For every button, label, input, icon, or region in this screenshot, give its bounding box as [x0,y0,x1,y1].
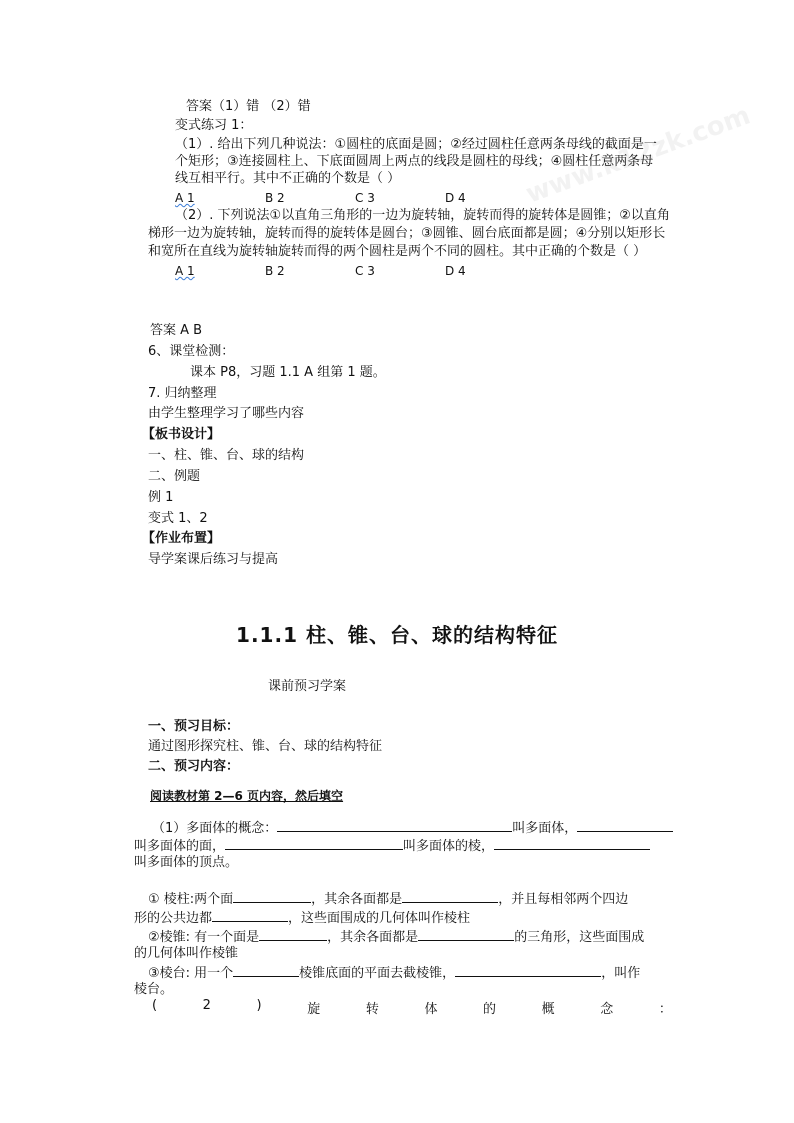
rotation-char: ( [152,998,158,1013]
q1-option-c: C 3 [355,191,375,205]
watermark: www.k12zk.com [521,100,755,210]
blank-field[interactable] [418,927,514,941]
prism-text-a: ① 棱柱:两个面 [148,892,234,907]
frustum-line-2: 棱台。 [134,982,174,997]
rotation-char: ： [658,1002,672,1017]
polyhedron-line-1 [152,818,673,837]
board-design-heading: 【板书设计】 [142,427,221,442]
prism-line-2 [134,908,470,927]
pyramid-text-b: ，其余各面都是 [327,930,419,945]
rotation-char: 转 [365,1002,379,1017]
q1-option-a: A 1 [175,191,195,205]
blank-field[interactable] [259,927,327,941]
goal-heading: 一、预习目标： [148,719,240,734]
polyhedron-text-d: 叫多面体的棱， [403,839,495,854]
board-item-1: 一、柱、锥、台、球的结构 [148,448,305,463]
frustum-text-b: 棱锥底面的平面去截棱锥， [299,966,456,981]
blank-field[interactable] [233,963,299,977]
q2-option-a: A 1 [175,264,195,278]
section-7-detail: 由学生整理学习了哪些内容 [148,406,305,421]
q1-option-d: D 4 [445,191,466,205]
prism-text-e: ，这些面围成的几何体叫作棱柱 [288,911,471,926]
rotation-char: ) [256,998,262,1013]
polyhedron-text-c: 叫多面体的面， [134,839,226,854]
prism-text-c: ，并且每相邻两个四边 [498,892,629,907]
blank-field[interactable] [277,818,512,832]
q2-line-2: 梯形一边为旋转轴，旋转而得的旋转体是圆台；③圆锥、圆台底面都是圆；④分别以矩形长 [148,226,666,241]
q1-options [175,190,466,207]
q1-option-b: B 2 [265,191,285,205]
q1-line-2: 个矩形；③连接圆柱上、下底面圆周上两点的线段是圆柱的母线；④圆柱任意两条母 [175,154,654,169]
board-item-2: 二、例题 [148,469,201,484]
rotation-char: 2 [202,998,211,1013]
blank-field[interactable] [402,889,498,903]
polyhedron-label: （1）多面体的概念： [152,821,278,836]
polyhedron-line-3: 叫多面体的顶点。 [134,855,239,870]
answer-line-1: 答案（1）错 （2）错 [186,99,311,114]
blank-field[interactable] [225,836,403,850]
section-7-heading: 7. 归纳整理 [148,386,217,401]
homework-text: 导学案课后练习与提高 [148,552,279,567]
blank-field[interactable] [233,889,311,903]
q2-line-3: 和宽所在直线为旋转轴旋转而得的两个圆柱是两个不同的圆柱。其中正确的个数是（ ） [148,244,647,259]
rotation-char: 念 [600,1002,614,1017]
frustum-text-c: ，叫作 [601,966,641,981]
frustum-line-1 [148,963,640,982]
prism-text-b: ，其余各面都是 [311,892,403,907]
blank-field[interactable] [212,908,288,922]
q2-option-c: C 3 [355,264,375,278]
section-subtitle: 课前预习学案 [268,679,347,694]
blank-field[interactable] [494,836,650,850]
polyhedron-line-2 [134,836,650,855]
rotation-char: 体 [424,1002,438,1017]
q1-line-3: 线互相平行。其中不正确的个数是（ ） [175,171,401,186]
pyramid-text-a: ②棱锥: 有一个面是 [148,930,260,945]
rotation-char: 的 [483,1002,497,1017]
q2-line-1: （2）. 下列说法①以直角三角形的一边为旋转轴，旋转而得的旋转体是圆锥；②以直角 [175,208,670,223]
board-item-4: 变式 1、2 [148,511,208,526]
blank-field[interactable] [577,818,673,832]
pyramid-line-1 [148,927,644,946]
q2-option-b: B 2 [265,264,285,278]
section-title: 1.1.1 柱、锥、台、球的结构特征 [236,623,558,647]
content-heading: 二、预习内容： [148,759,240,774]
q2-options [175,263,466,280]
pyramid-text-c: 的三角形，这些面围成 [514,930,645,945]
rotation-char: 概 [541,1002,555,1017]
prism-text-d: 形的公共边都 [134,911,213,926]
q1-line-1: （1）. 给出下列几种说法：①圆柱的底面是圆；②经过圆柱任意两条母线的截面是一 [175,137,657,152]
section-6-detail: 课本 P8，习题 1.1 A 组第 1 题。 [190,365,386,380]
variant-heading: 变式练习 1： [175,118,253,133]
pyramid-line-2: 的几何体叫作棱锥 [134,946,239,961]
polyhedron-text-b: 叫多面体， [512,821,578,836]
frustum-text-a: ③棱台: 用一个 [148,966,234,981]
read-instruction: 阅读教材第 2—6 页内容，然后填空 [150,789,344,803]
blank-field[interactable] [455,963,601,977]
board-item-3: 例 1 [148,490,174,505]
goal-text: 通过图形探究柱、锥、台、球的结构特征 [148,739,383,754]
q2-option-d: D 4 [445,264,466,278]
prism-line-1 [148,889,628,908]
homework-heading: 【作业布置】 [142,531,221,546]
answer-line-2: 答案 A B [150,323,203,338]
rotation-body-line [152,998,672,1017]
section-6-heading: 6、课堂检测： [148,344,235,359]
rotation-char: 旋 [307,1002,321,1017]
